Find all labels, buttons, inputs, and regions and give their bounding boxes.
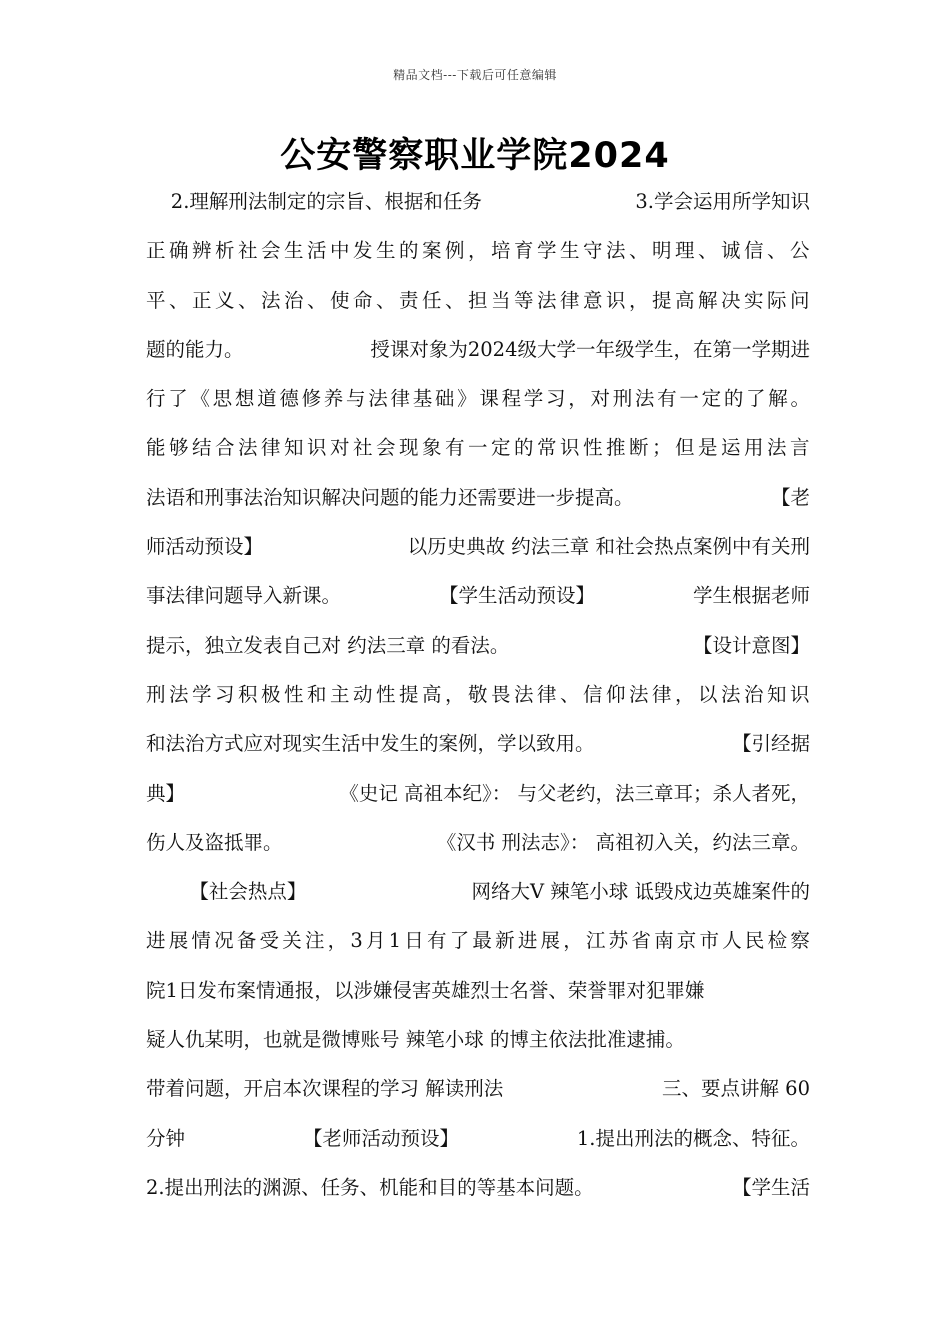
text-line (146, 325, 810, 374)
text-segment: 【学生活 (731, 1175, 810, 1199)
text-line (146, 621, 810, 670)
text-segment: 学生根据老师 (692, 584, 810, 608)
text-line (146, 374, 813, 423)
text-line (146, 177, 810, 226)
text-segment: 授课对象为2024级大学一年级学生，在第一学期进 (370, 337, 810, 361)
text-line (146, 571, 810, 620)
text-segment: 提示，独立发表自己对 约法三章 的看法。 (146, 633, 510, 657)
text-segment: 【设计意图】 (692, 633, 810, 657)
text-segment: 分钟 (146, 1126, 186, 1150)
text-line (146, 1114, 810, 1163)
text-line (146, 670, 814, 719)
text-segment: 典】 (146, 781, 186, 805)
text-segment: 【引经据 (731, 732, 810, 756)
text-segment: 【老 (770, 485, 810, 509)
text-segment: 伤人及盗抵罪。 (146, 830, 283, 854)
text-segment: 3.学会运用所学知识 (635, 190, 810, 213)
text-segment: 师活动预设】 (146, 535, 264, 559)
text-segment: 以历史典故 约法三章 和社会热点案例中有关刑 (407, 535, 810, 559)
text-line (146, 769, 810, 818)
text-segment: 刑法学习积极性和主动性提高，敬畏法律、信仰法律，以法治知识 (146, 682, 814, 706)
text-segment: 《汉书 刑法志》： 高祖初入关，约法三章。 (436, 830, 810, 854)
text-segment: 事法律问题导入新课。 (146, 584, 342, 608)
text-segment: 和法治方式应对现实生活中发生的案例，学以致用。 (146, 732, 595, 756)
text-segment: 《史记 高祖本纪》： 与父老约，法三章耳；杀人者死， (339, 781, 810, 805)
text-segment: 2.提出刑法的渊源、任务、机能和目的等基本问题。 (146, 1175, 594, 1199)
text-line (146, 276, 814, 325)
document-body (146, 177, 814, 1212)
text-segment: 行了《思想道德修养与法律基础》课程学习，对刑法有一定的了解。 (146, 387, 813, 411)
text-segment: 【老师活动预设】 (302, 1126, 459, 1150)
text-segment: 平、正义、法治、使命、责任、担当等法律意识，提高解决实际问 (146, 288, 814, 312)
text-segment: 带着问题，开启本次课程的学习 解读刑法 (146, 1077, 504, 1101)
text-line (146, 818, 810, 867)
text-line (146, 867, 810, 916)
text-segment: 进展情况备受关注，3月1日有了最新进展，江苏省南京市人民检察 (146, 929, 814, 953)
text-line (146, 1163, 810, 1212)
text-segment: 1.提出刑法的概念、特征。 (576, 1126, 810, 1150)
text-line (146, 719, 810, 768)
text-segment: 网络大V 辣笔小球 诋毁戍边英雄案件的 (471, 880, 810, 904)
text-line (146, 1015, 810, 1064)
text-segment: 【社会热点】 (146, 880, 307, 904)
text-line (146, 522, 810, 571)
text-segment: 三、要点讲解 60 (661, 1077, 810, 1101)
text-segment: 【学生活动预设】 (438, 584, 595, 608)
text-line (146, 966, 810, 1015)
text-segment: 院1日发布案情通报，以涉嫌侵害英雄烈士名誉、荣誉罪对犯罪嫌 (146, 978, 705, 1002)
text-segment: 正确辨析社会生活中发生的案例，培育学生守法、明理、诚信、公 (146, 239, 814, 263)
text-segment: 法语和刑事法治知识解决问题的能力还需要进一步提高。 (146, 485, 634, 509)
text-line (146, 1064, 810, 1113)
text-segment: 题的能力。 (146, 337, 244, 361)
text-segment: 能够结合法律知识对社会现象有一定的常识性推断；但是运用法言 (146, 436, 814, 460)
text-line (146, 916, 814, 965)
text-segment: 2.理解刑法制定的宗旨、根据和任务 (146, 190, 482, 213)
header-note: 精品文档---下载后可任意编辑 (393, 68, 557, 82)
text-line (146, 226, 814, 275)
text-segment: 疑人仇某明，也就是微博账号 辣笔小球 的博主依法批准逮捕。 (146, 1028, 685, 1052)
document-title: 公安警察职业学院2024 (280, 136, 670, 176)
text-line (146, 473, 810, 522)
text-line (146, 423, 814, 472)
